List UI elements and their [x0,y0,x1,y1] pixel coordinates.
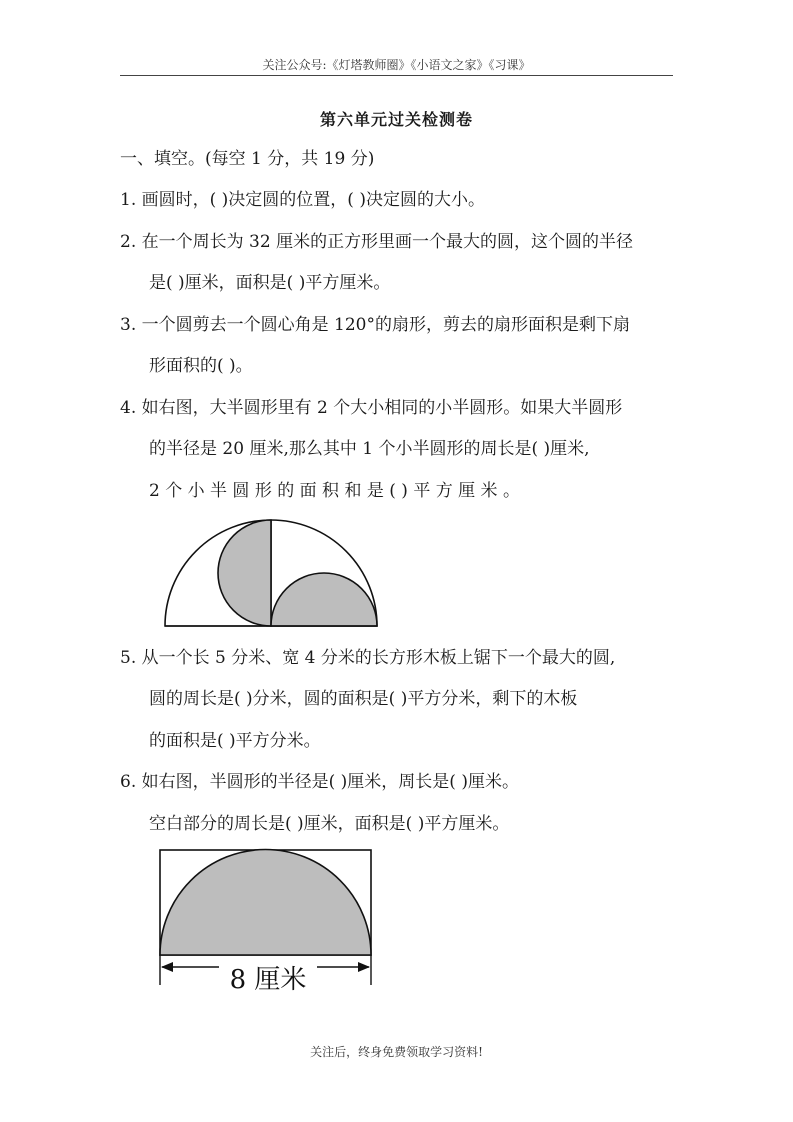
page-footer: 关注后，终身免费领取学习资料! [310,1045,483,1059]
question-1: 1. 画圆时，( )决定圆的位置，( )决定圆的大小。 [120,190,485,210]
question-3-line-2: 形面积的( )。 [149,356,253,376]
arrow-right-icon [358,962,370,972]
dimension-label: 8 厘米 [229,965,307,995]
header-divider [120,75,673,76]
page-header: 关注公众号:《灯塔教师圈》《小语文之家》《习课》 [262,58,531,72]
section-heading: 一、填空。(每空 1 分，共 19 分) [120,149,375,169]
semicircle-figure-2 [155,845,380,995]
page-title: 第六单元过关检测卷 [319,110,473,129]
arrow-left-icon [161,962,173,972]
question-4-line-2: 的半径是 20 厘米,那么其中 1 个小半圆形的周长是( )厘米, [149,439,590,459]
question-6-line-2: 空白部分的周长是( )厘米，面积是( )平方厘米。 [149,814,510,834]
question-3-line-1: 3. 一个圆剪去一个圆心角是 120°的扇形，剪去的扇形面积是剩下扇 [120,315,630,335]
question-5-line-2: 圆的周长是( )分米，圆的面积是( )平方分米，剩下的木板 [149,689,578,709]
question-5-line-1: 5. 从一个长 5 分米、宽 4 分米的长方形木板上锯下一个最大的圆, [120,648,616,668]
question-2-line-1: 2. 在一个周长为 32 厘米的正方形里画一个最大的圆，这个圆的半径 [120,232,634,252]
semicircle-figure-1 [155,515,390,635]
question-6-line-1: 6. 如右图，半圆形的半径是( )厘米，周长是( )厘米。 [120,772,519,792]
question-2-line-2: 是( )厘米，面积是( )平方厘米。 [149,273,391,293]
question-4-line-1: 4. 如右图，大半圆形里有 2 个大小相同的小半圆形。如果大半圆形 [120,398,623,418]
question-5-line-3: 的面积是( )平方分米。 [149,731,321,751]
question-4-line-3: 2 个 小 半 圆 形 的 面 积 和 是 ( ) 平 方 厘 米 。 [149,481,520,501]
